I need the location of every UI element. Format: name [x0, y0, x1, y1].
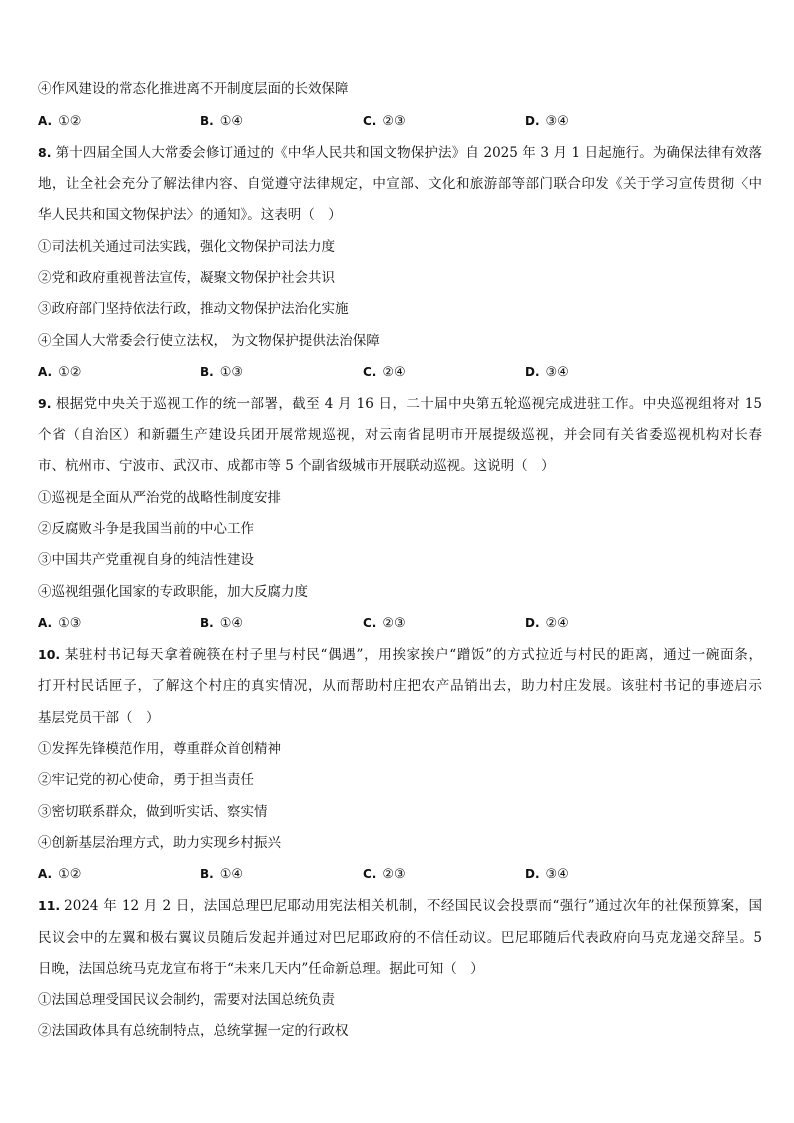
q9-statement-3: ③中国共产党重视自身的纯洁性建设 [38, 552, 254, 568]
q9-stem-line-3: 市、杭州市、宁波市、武汉市、成都市等 5 个副省级城市开展联动巡视。这说明（ ） [38, 458, 555, 474]
q10-stem-line-3: 基层党员干部（ ） [38, 710, 160, 726]
q9-stem-line-1: 9. 根据党中央关于巡视工作的统一部署，截至 4 月 16 日，二十届中央第五轮巡视完成进驻工作。中央巡视组将对 15 [38, 396, 762, 412]
option-d[interactable]: D. ②④ [525, 616, 569, 631]
q11-statement-2: ②法国政体具有总统制特点，总统掌握一定的行政权 [38, 1023, 349, 1039]
q9-statement-1: ①巡视是全面从严治党的战略性制度安排 [38, 490, 281, 506]
q11-stem-line-1: 11. 2024 年 12 月 2 日，法国总理巴尼耶动用宪法相关机制，不经国民议会投票而“强行”通过次年的社保预算案，国 [38, 898, 762, 914]
q9-stem-line-2: 个省（自治区）和新疆生产建设兵团开展常规巡视，对云南省昆明市开展提级巡视，并会同有关省委巡视机构对长春 [38, 427, 762, 443]
q10-statement-2: ②牢记党的初心使命，勇于担当责任 [38, 772, 254, 788]
option-d[interactable]: D. ③④ [525, 114, 569, 129]
q9-statement-2: ②反腐败斗争是我国当前的中心工作 [38, 521, 254, 537]
option-d[interactable]: D. ③④ [525, 867, 569, 882]
q8-options [38, 362, 762, 382]
option-c[interactable]: C. ②④ [363, 365, 406, 380]
q10-number: 10. [38, 647, 61, 662]
option-a[interactable]: A. ①② [38, 114, 82, 129]
q8-statement-3: ③政府部门坚持依法行政，推动文物保护法治化实施 [38, 301, 349, 317]
q8-statement-1: ①司法机关通过司法实践，强化文物保护司法力度 [38, 239, 335, 255]
q10-statement-1: ①发挥先锋模范作用，尊重群众首创精神 [38, 741, 281, 757]
q11-stem-line-3: 日晚，法国总统马克龙宣布将于“未来几天内”任命新总理。据此可知（ ） [38, 961, 484, 977]
q11-statement-1: ①法国总理受国民议会制约，需要对法国总统负责 [38, 992, 335, 1008]
q9-statement-4: ④巡视组强化国家的专政职能，加大反腐力度 [38, 584, 308, 600]
q8-stem-line-3: 华人民共和国文物保护法〉的通知》。这表明（ ） [38, 207, 342, 223]
option-a[interactable]: A. ①③ [38, 616, 82, 631]
q10-statement-4: ④创新基层治理方式，助力实现乡村振兴 [38, 835, 281, 851]
option-c[interactable]: C. ②③ [363, 867, 406, 882]
q8-number: 8. [38, 145, 52, 160]
q7-options [38, 111, 762, 131]
option-b[interactable]: B. ①③ [200, 365, 244, 380]
q8-stem-line-2: 地，让全社会充分了解法律内容、自觉遵守法律规定，中宣部、文化和旅游部等部门联合印发《关于学习宣传贯彻〈中 [38, 176, 762, 192]
option-c[interactable]: C. ②③ [363, 114, 406, 129]
option-b[interactable]: B. ①④ [200, 867, 244, 882]
q11-stem-line-2: 民议会中的左翼和极右翼议员随后发起并通过对巴尼耶政府的不信任动议。巴尼耶随后代表政府向马克龙递交辞呈。5 [38, 930, 762, 946]
q10-options [38, 864, 762, 884]
q9-number: 9. [38, 396, 52, 411]
q10-stem-line-1: 10. 某驻村书记每天拿着碗筷在村子里与村民“偶遇”，用挨家挨户“蹭饭”的方式拉近与村民的距离，通过一碗面条， [38, 647, 762, 663]
q9-options [38, 613, 762, 633]
option-a[interactable]: A. ①② [38, 365, 82, 380]
q8-stem-line-1: 8. 第十四届全国人大常委会修订通过的《中华人民共和国文物保护法》自 2025 年 3 月 1 日起施行。为确保法律有效落 [38, 145, 762, 161]
option-b[interactable]: B. ①④ [200, 114, 244, 129]
q10-stem-line-2: 打开村民话匣子，了解这个村庄的真实情况，从而帮助村庄把农产品销出去，助力村庄发展。该驻村书记的事迹启示 [38, 678, 762, 694]
q8-statement-2: ②党和政府重视普法宣传，凝聚文物保护社会共识 [38, 270, 335, 286]
option-d[interactable]: D. ③④ [525, 365, 569, 380]
option-a[interactable]: A. ①② [38, 867, 82, 882]
q11-number: 11. [38, 898, 61, 913]
q10-statement-3: ③密切联系群众，做到听实话、察实情 [38, 804, 268, 820]
q7-statement-4: ④作风建设的常态化推进离不开制度层面的长效保障 [38, 81, 349, 97]
q8-statement-4: ④全国人大常委会行使立法权， 为文物保护提供法治保障 [38, 333, 380, 349]
option-b[interactable]: B. ①④ [200, 616, 244, 631]
option-c[interactable]: C. ②③ [363, 616, 406, 631]
